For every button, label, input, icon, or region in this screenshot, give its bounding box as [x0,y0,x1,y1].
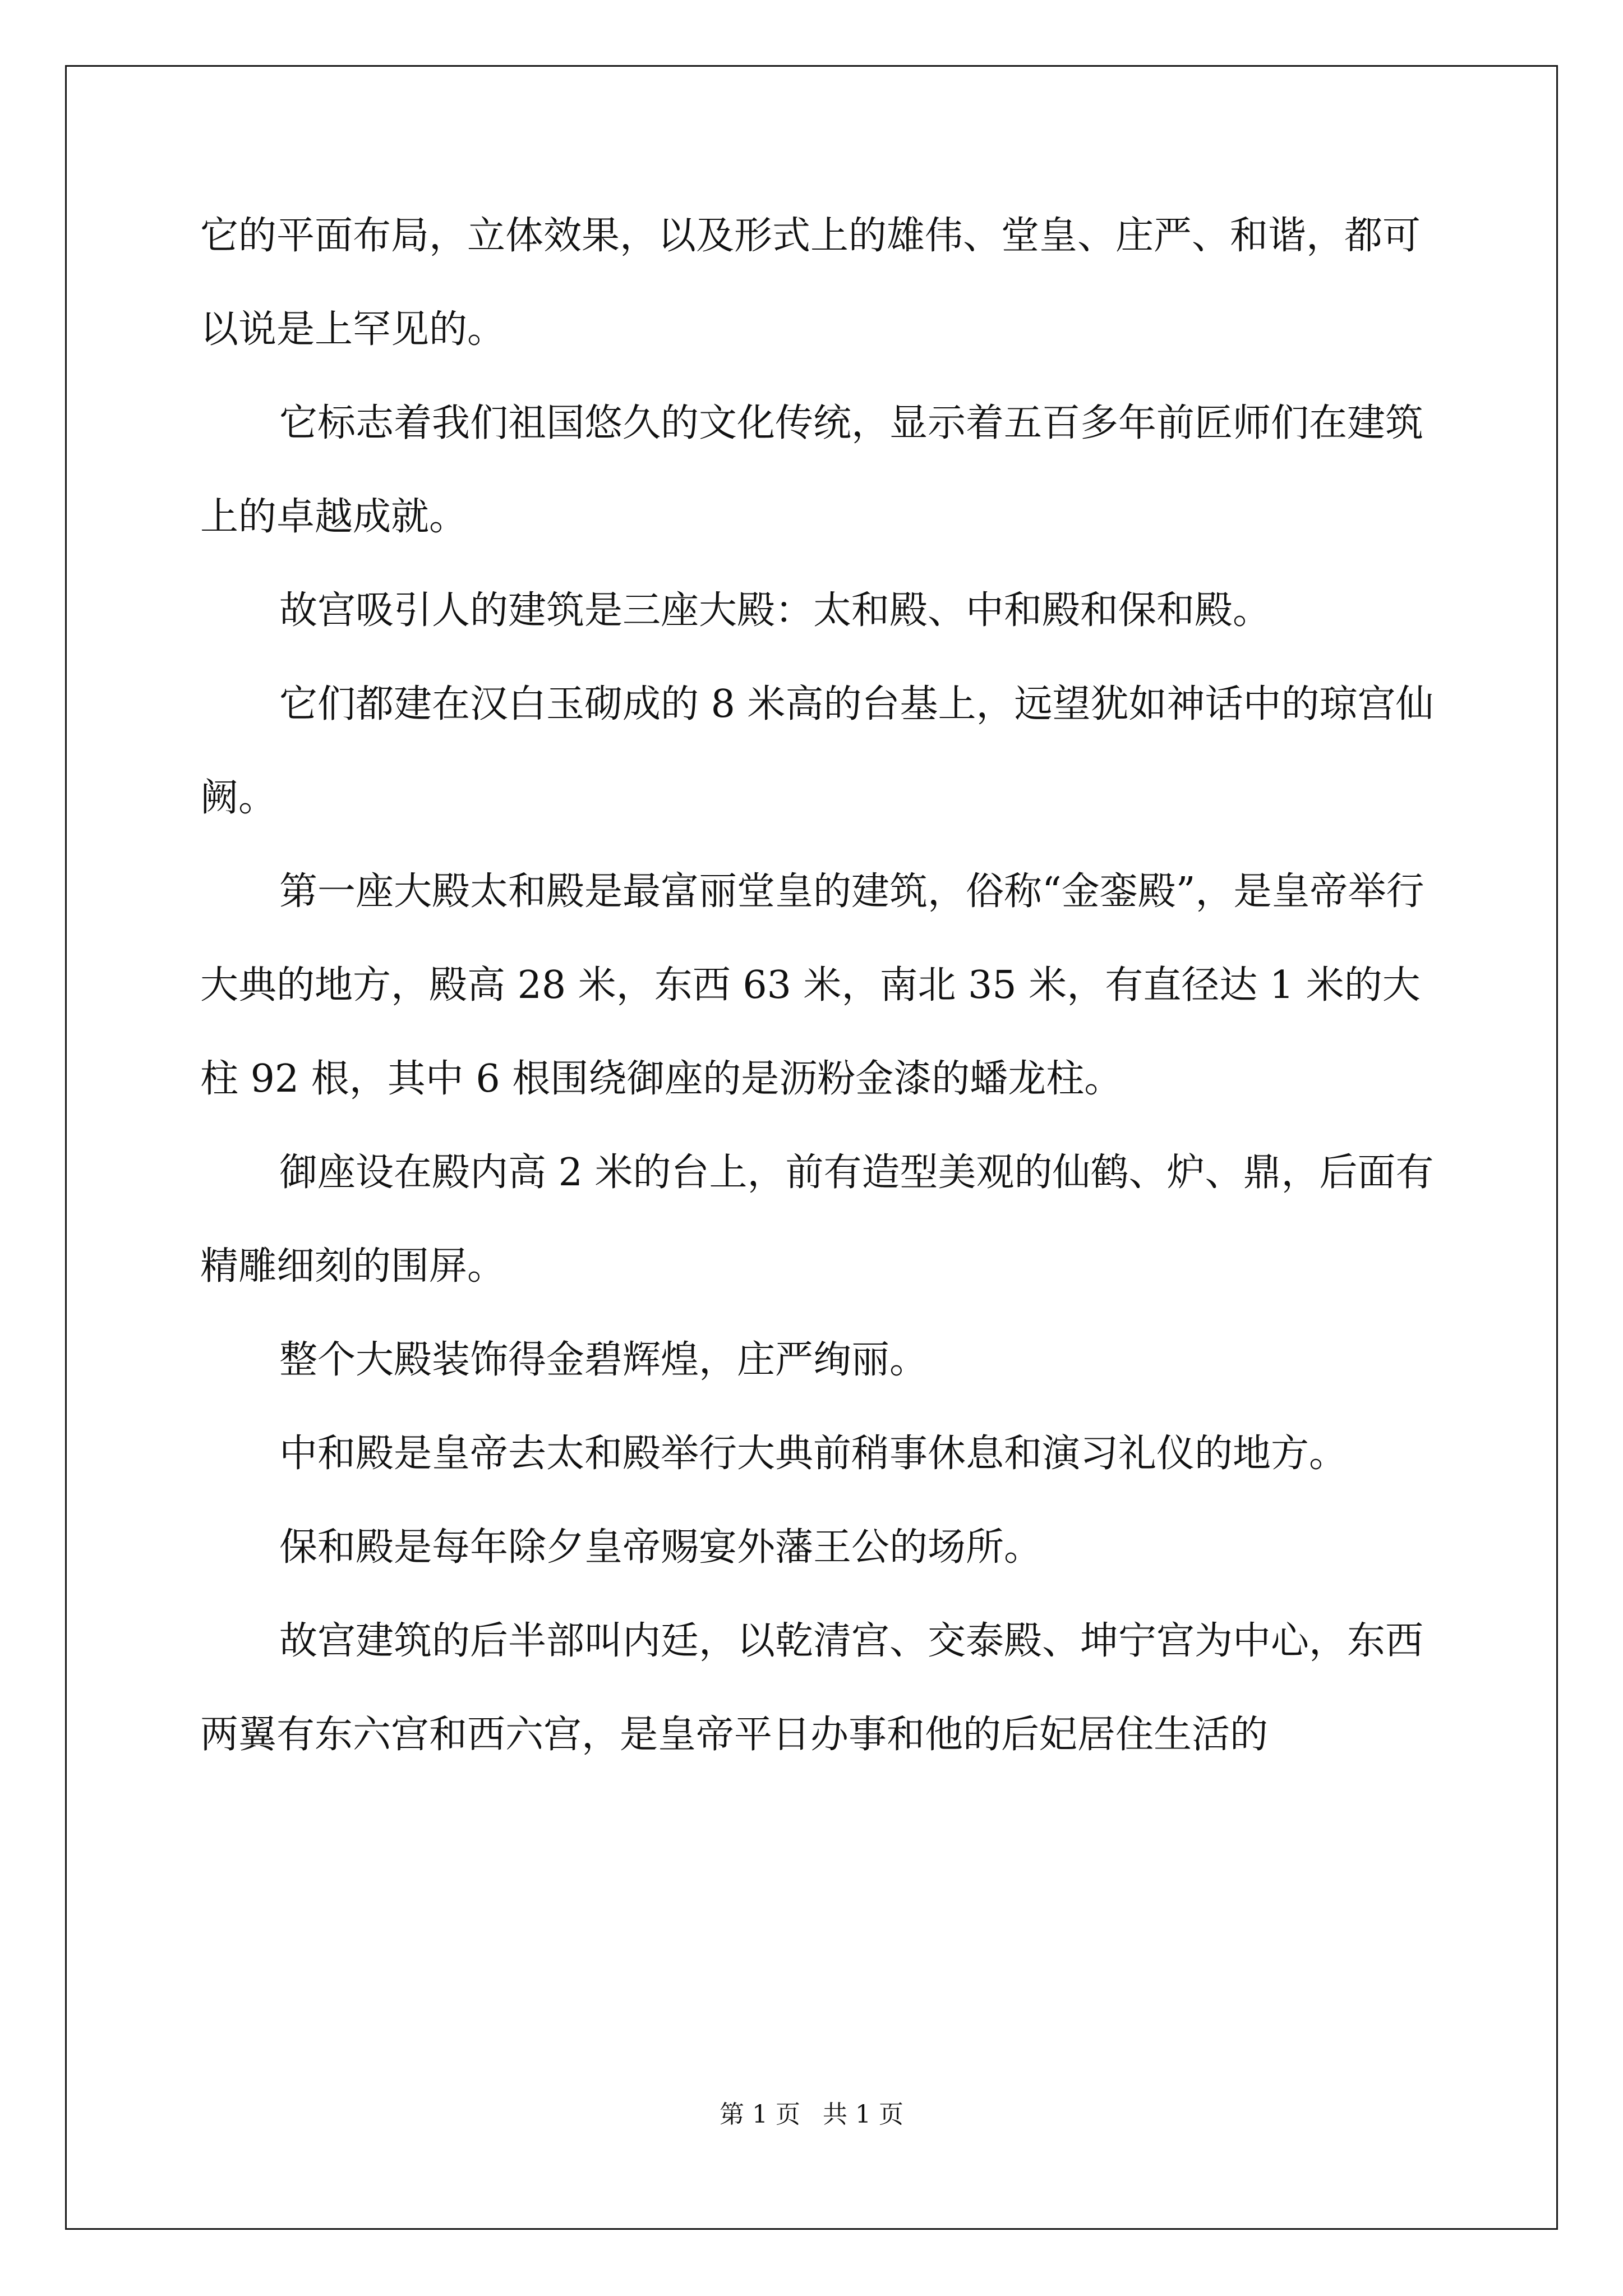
paragraph: 中和殿是皇帝去太和殿举行大典前稍事休息和演习礼仪的地方。 [279,1432,1348,1476]
paragraph: 第一座大殿太和殿是最富丽堂皇的建筑，俗称“金銮殿”，是皇帝举行大典的地方，殿高 28 米，东西 63 米，南北 35 米，有直径达 1 米的大柱 92 根，其中 6 根围绕御座的是沥粉金漆的蟠龙柱。 [200,869,1424,1101]
paragraph: 御座设在殿内高 2 米的台上，前有造型美观的仙鹤、炉、鼎，后面有精雕细刻的围屏。 [200,1151,1434,1289]
page-total: 共 1 页 [823,2100,903,2129]
paragraph: 它们都建在汉白玉砌成的 8 米高的台基上，远望犹如神话中的琼宫仙阙。 [200,682,1434,820]
page-footer [0,2098,1623,2132]
paragraph: 故宫吸引人的建筑是三座大殿：太和殿、中和殿和保和殿。 [279,588,1271,633]
paragraph: 保和殿是每年除夕皇帝赐宴外藩王公的场所。 [279,1525,1043,1570]
paragraph: 整个大殿装饰得金碧辉煌，庄严绚丽。 [279,1338,928,1382]
page-number: 第 1 页 [720,2100,800,2129]
paragraph: 故宫建筑的后半部叫内廷，以乾清宫、交泰殿、坤宁宫为中心，东西两翼有东六宫和西六宫，是皇帝平日办事和他的后妃居住生活的 [200,1619,1424,1757]
paragraph: 它标志着我们祖国悠久的文化传统，显示着五百多年前匠师们在建筑上的卓越成就。 [200,401,1424,539]
paragraph: 它的平面布局，立体效果，以及形式上的雄伟、堂皇、庄严、和谐，都可以说是上罕见的。 [200,214,1421,352]
document-body [200,189,1434,1782]
